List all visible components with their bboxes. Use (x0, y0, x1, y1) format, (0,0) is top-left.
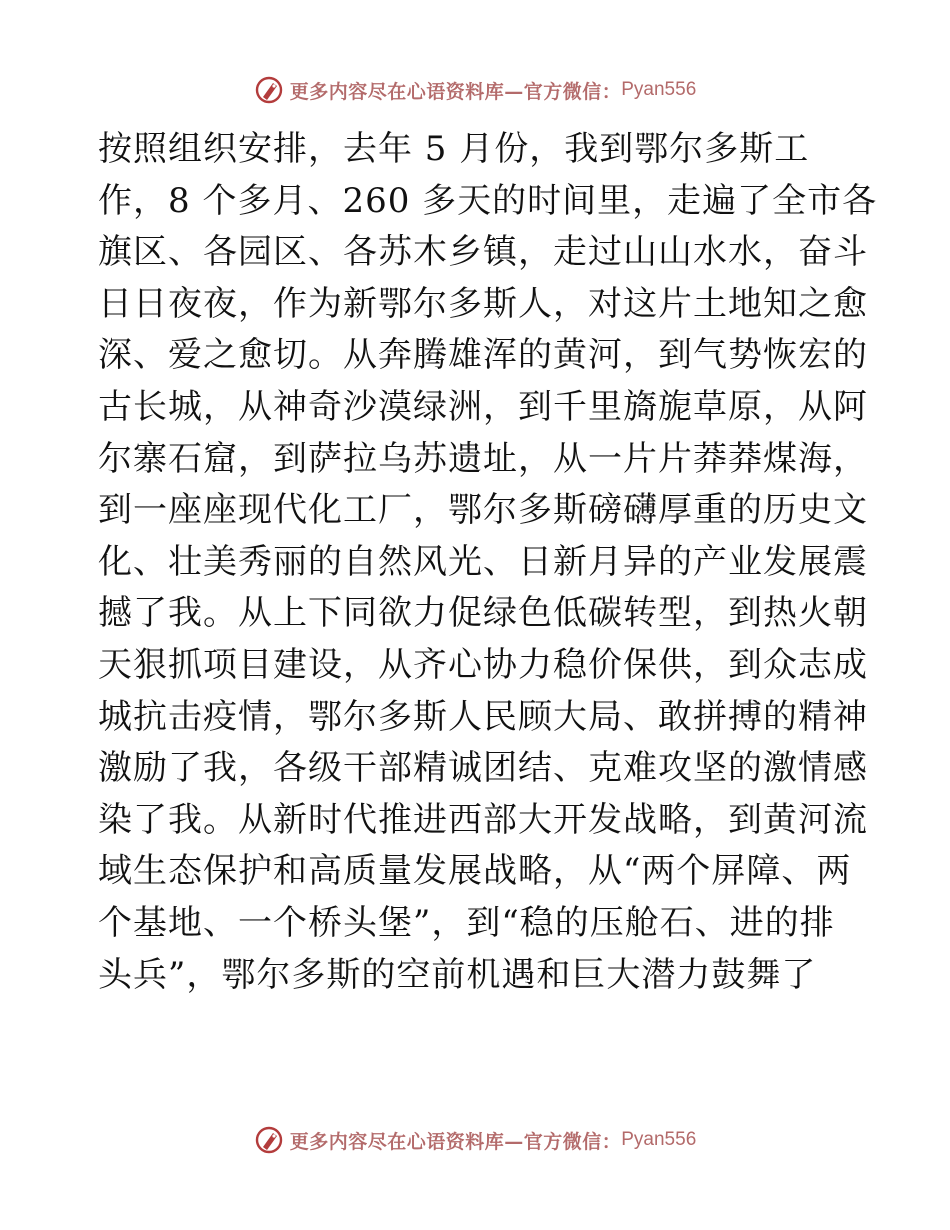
paragraph-line: 旗区、各园区、各苏木乡镇，走过山山水水，奋斗 (98, 232, 868, 273)
watermark-text: 更多内容尽在心语资料库—官方微信： (289, 80, 622, 103)
paragraph-line: 尔寨石窟，到萨拉乌苏遗址，从一片片莽莽煤海， (98, 438, 868, 479)
header-watermark (0, 70, 950, 110)
watermark-text: 更多内容尽在心语资料库—官方微信： (289, 1130, 622, 1153)
paragraph-line: 作，8 个多月、260 多天的时间里，走遍了全市各 (98, 180, 878, 221)
paragraph-line: 个基地、一个桥头堡”，到“稳的压舱石、进的排 (98, 902, 835, 943)
paragraph-line: 撼了我。从上下同欲力促绿色低碳转型，到热火朝 (98, 593, 868, 634)
paragraph-line: 激励了我，各级干部精诚团结、克难攻坚的激情感 (98, 748, 868, 789)
paragraph-line: 城抗击疫情，鄂尔多斯人民顾大局、敢拼搏的精神 (98, 696, 868, 737)
pen-nib-logo-icon (254, 75, 284, 105)
watermark-wechat-id: Pyan556 (621, 79, 697, 100)
article-body (98, 124, 878, 1001)
paragraph-line: 域生态保护和高质量发展战略，从“两个屏障、两 (98, 851, 852, 892)
paragraph-line: 染了我。从新时代推进西部大开发战略，到黄河流 (98, 799, 868, 840)
paragraph-line: 天狠抓项目建设，从齐心协力稳价保供，到众志成 (98, 644, 868, 685)
watermark-wechat-id: Pyan556 (621, 1129, 697, 1150)
paragraph-line: 到一座座现代化工厂，鄂尔多斯磅礴厚重的历史文 (98, 490, 868, 531)
paragraph-line: 头兵”，鄂尔多斯的空前机遇和巨大潜力鼓舞了 (98, 954, 817, 995)
paragraph-line: 日日夜夜，作为新鄂尔多斯人，对这片土地知之愈 (98, 283, 868, 324)
paragraph-line: 化、壮美秀丽的自然风光、日新月异的产业发展震 (98, 541, 868, 582)
footer-watermark (0, 1120, 950, 1160)
pen-nib-logo-icon (254, 1125, 284, 1155)
paragraph-line: 古长城，从神奇沙漠绿洲，到千里旖旎草原，从阿 (98, 386, 868, 427)
paragraph-line: 深、爱之愈切。从奔腾雄浑的黄河，到气势恢宏的 (98, 335, 868, 376)
paragraph-line: 按照组织安排，去年 5 月份，我到鄂尔多斯工 (98, 129, 810, 169)
